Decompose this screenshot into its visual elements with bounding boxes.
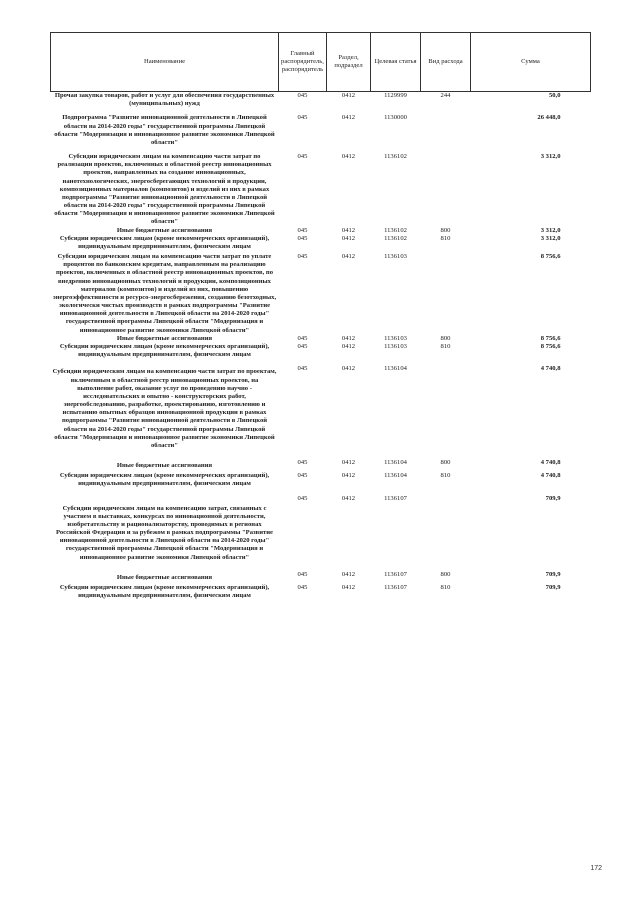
row-article: 1136104 <box>384 365 407 373</box>
row-administrator: 045 <box>297 153 308 161</box>
row-expense-type <box>421 489 471 562</box>
table-row <box>51 359 591 450</box>
table-body <box>51 92 591 601</box>
row-section: 0412 <box>341 114 356 122</box>
row-name: Субсидии юридическим лицам на компенсацию части затрат по проектам, включенным в областной реестр инновационных проектов, на выполнение работ, оказание услуг по проведению научно - исследовательских и опытно - конструкторских работ, энергообследованию, разработке, проектированию, изготовлению и испытанию опытных образцов инновационной продукции в рамках подпрограммы "Развитие инновационной деятельности в Липецкой области на 2014-2020 годы" государственной программы Липецкой области "Модернизация и инновационное развитие экономики Липецкой области" <box>52 368 277 449</box>
table-header <box>51 33 591 92</box>
table-row <box>51 108 591 147</box>
row-article: 1136102 <box>384 226 407 234</box>
row-amount: 709,9 <box>545 570 561 578</box>
row-section: 0412 <box>341 153 356 161</box>
row-name: Иные бюджетные ассигнования <box>116 462 213 470</box>
row-amount: 3 312,0 <box>540 226 561 234</box>
table-row <box>51 335 591 343</box>
row-section: 0412 <box>341 226 356 234</box>
row-section: 0412 <box>341 494 356 502</box>
header-amount: Сумма <box>471 33 591 92</box>
row-amount: 4 740,8 <box>540 459 561 467</box>
row-article: 1130000 <box>384 114 407 122</box>
row-section: 0412 <box>341 583 356 591</box>
header-administrator: Главный распорядитель, распорядитель <box>279 33 327 92</box>
row-section: 0412 <box>341 459 356 467</box>
row-expense-type: 810 <box>440 583 451 591</box>
row-article: 1136102 <box>384 153 407 161</box>
row-name: Субсидии юридическим лицам на компенсацию части затрат по реализации проектов, включенных в областной реестр инновационных проектов, направленных на создание инновационных, нанотехнологических, энергосберегающих технологий и продукции, композиционных материалов (композитов) и изделий из них в рамках подпрограммы "Развитие инновационной деятельности в Липецкой области на 2014-2020 годы" государственной программы Липецкой области "Модернизация и инновационное развитие экономики Липецкой области" <box>54 153 275 226</box>
table-row <box>51 489 591 562</box>
row-amount: 4 740,8 <box>540 365 561 373</box>
row-expense-type: 800 <box>440 226 451 234</box>
page-number: 172 <box>590 865 602 872</box>
table-row <box>51 582 591 600</box>
row-administrator: 045 <box>297 226 308 234</box>
row-amount: 709,9 <box>545 583 561 591</box>
table-row <box>51 470 591 488</box>
row-section: 0412 <box>341 334 356 342</box>
row-name: Субсидии юридическим лицам (кроме некоммерческих организаций), индивидуальным предпринимателям, физическим лицам <box>59 583 270 600</box>
header-name: Наименование <box>51 33 279 92</box>
row-expense-type <box>421 251 471 335</box>
table-row <box>51 251 591 335</box>
row-article: 1136103 <box>384 334 407 342</box>
row-administrator: 045 <box>297 234 308 242</box>
row-administrator: 045 <box>297 365 308 373</box>
row-administrator: 045 <box>297 334 308 342</box>
row-amount: 8 756,6 <box>540 253 561 261</box>
row-name: Субсидии юридическим лицам (кроме некоммерческих организаций), индивидуальным предпринимателям, физическим лицам <box>59 342 270 359</box>
row-section: 0412 <box>341 570 356 578</box>
row-administrator: 045 <box>297 570 308 578</box>
table-row <box>51 235 591 251</box>
row-name: Прочая закупка товаров, работ и услуг для обеспечения государственных (муниципальных) нужд <box>51 92 279 109</box>
row-expense-type: 810 <box>440 234 451 242</box>
row-administrator: 045 <box>279 92 327 109</box>
row-expense-type <box>421 147 471 227</box>
row-name: Иные бюджетные ассигнования <box>116 226 213 234</box>
row-article: 1136104 <box>384 472 407 480</box>
row-article: 1136107 <box>384 570 407 578</box>
row-amount: 4 740,8 <box>540 472 561 480</box>
row-expense-type <box>421 359 471 450</box>
table-row <box>51 147 591 227</box>
row-amount: 50,0 <box>471 92 591 109</box>
row-administrator: 045 <box>297 494 308 502</box>
header-section: Раздел, подраздел <box>327 33 371 92</box>
header-article: Целевая статья <box>371 33 421 92</box>
table-row <box>51 227 591 235</box>
row-name: Подпрограмма "Развитие инновационной деятельности в Липецкой области на 2014-2020 годы" государственной программы Липецкой области "Модернизация и инновационное развитие экономики Липецкой области" <box>54 114 275 146</box>
row-name: Иные бюджетные ассигнования <box>116 334 213 342</box>
row-section: 0412 <box>341 472 356 480</box>
row-amount: 3 312,0 <box>540 234 561 242</box>
row-article: 1136107 <box>384 583 407 591</box>
row-name: Субсидии юридическим лицам на компенсацию затрат, связанных с участием в выставках, конкурсах по инновационной деятельности, изобретательству и рационализаторству, проводимых в регионах Российской Федерации и за рубежом в рамках подпрограммы "Развитие инновационной деятельности в Липецкой области на 2014-2020 годы" государственной программы Липецкой области "Модернизация и инновационное развитие экономики Липецкой области" <box>56 504 273 561</box>
row-section: 0412 <box>341 365 356 373</box>
row-section: 0412 <box>341 253 356 261</box>
row-article: 1136104 <box>384 459 407 467</box>
row-article: 1136102 <box>384 234 407 242</box>
header-expense-type: Вид расхода <box>421 33 471 92</box>
row-amount: 8 756,6 <box>540 334 561 342</box>
row-expense-type: 800 <box>440 570 451 578</box>
row-administrator: 045 <box>297 459 308 467</box>
row-article: 1129999 <box>371 92 421 109</box>
row-expense-type: 810 <box>440 472 451 480</box>
row-expense-type: 800 <box>440 334 451 342</box>
row-name: Субсидии юридическим лицам (кроме некоммерческих организаций), индивидуальным предпринимателям, физическим лицам <box>59 234 270 250</box>
row-section: 0412 <box>341 234 356 242</box>
table-row <box>51 92 591 109</box>
row-name: Субсидии юридическим лицам на компенсацию части затрат по уплате процентов по банковским кредитам, направленным на реализацию проектов, включенных в областной реестр инновационных проектов, по внедрению инновационных технологий и продукции, композиционных материалов (композитов) и изделий из них, повышению энергоэффективности и ресурсо-энергосбережения, созданию безотходных, экологически чистых производств в рамках подпрограммы "Развитие инновационной деятельности в Липецкой области на 2014-2020 годы" государственной программы Липецкой области "Модернизация и инновационное развитие экономики Липецкой области" <box>52 253 277 334</box>
row-administrator: 045 <box>297 342 308 350</box>
row-expense-type: 810 <box>440 342 451 350</box>
row-amount: 26 448,0 <box>537 114 561 122</box>
row-section: 0412 <box>327 92 371 109</box>
row-administrator: 045 <box>297 114 308 122</box>
row-amount: 3 312,0 <box>540 153 561 161</box>
row-amount: 709,9 <box>545 494 561 502</box>
row-article: 1136103 <box>384 342 407 350</box>
row-name: Субсидии юридическим лицам (кроме некоммерческих организаций), индивидуальным предпринимателям, физическим лицам <box>59 472 270 488</box>
row-administrator: 045 <box>297 253 308 261</box>
row-amount: 8 756,6 <box>540 342 561 350</box>
table-row <box>51 562 591 582</box>
row-article: 1136107 <box>384 494 407 502</box>
row-expense-type: 800 <box>440 459 451 467</box>
table-row <box>51 450 591 470</box>
row-section: 0412 <box>341 342 356 350</box>
table-row <box>51 343 591 359</box>
row-name: Иные бюджетные ассигнования <box>116 573 213 581</box>
row-expense-type: 244 <box>421 92 471 109</box>
row-expense-type <box>421 108 471 147</box>
row-administrator: 045 <box>297 472 308 480</box>
row-administrator: 045 <box>297 583 308 591</box>
budget-table <box>50 32 591 600</box>
row-article: 1136103 <box>384 253 407 261</box>
